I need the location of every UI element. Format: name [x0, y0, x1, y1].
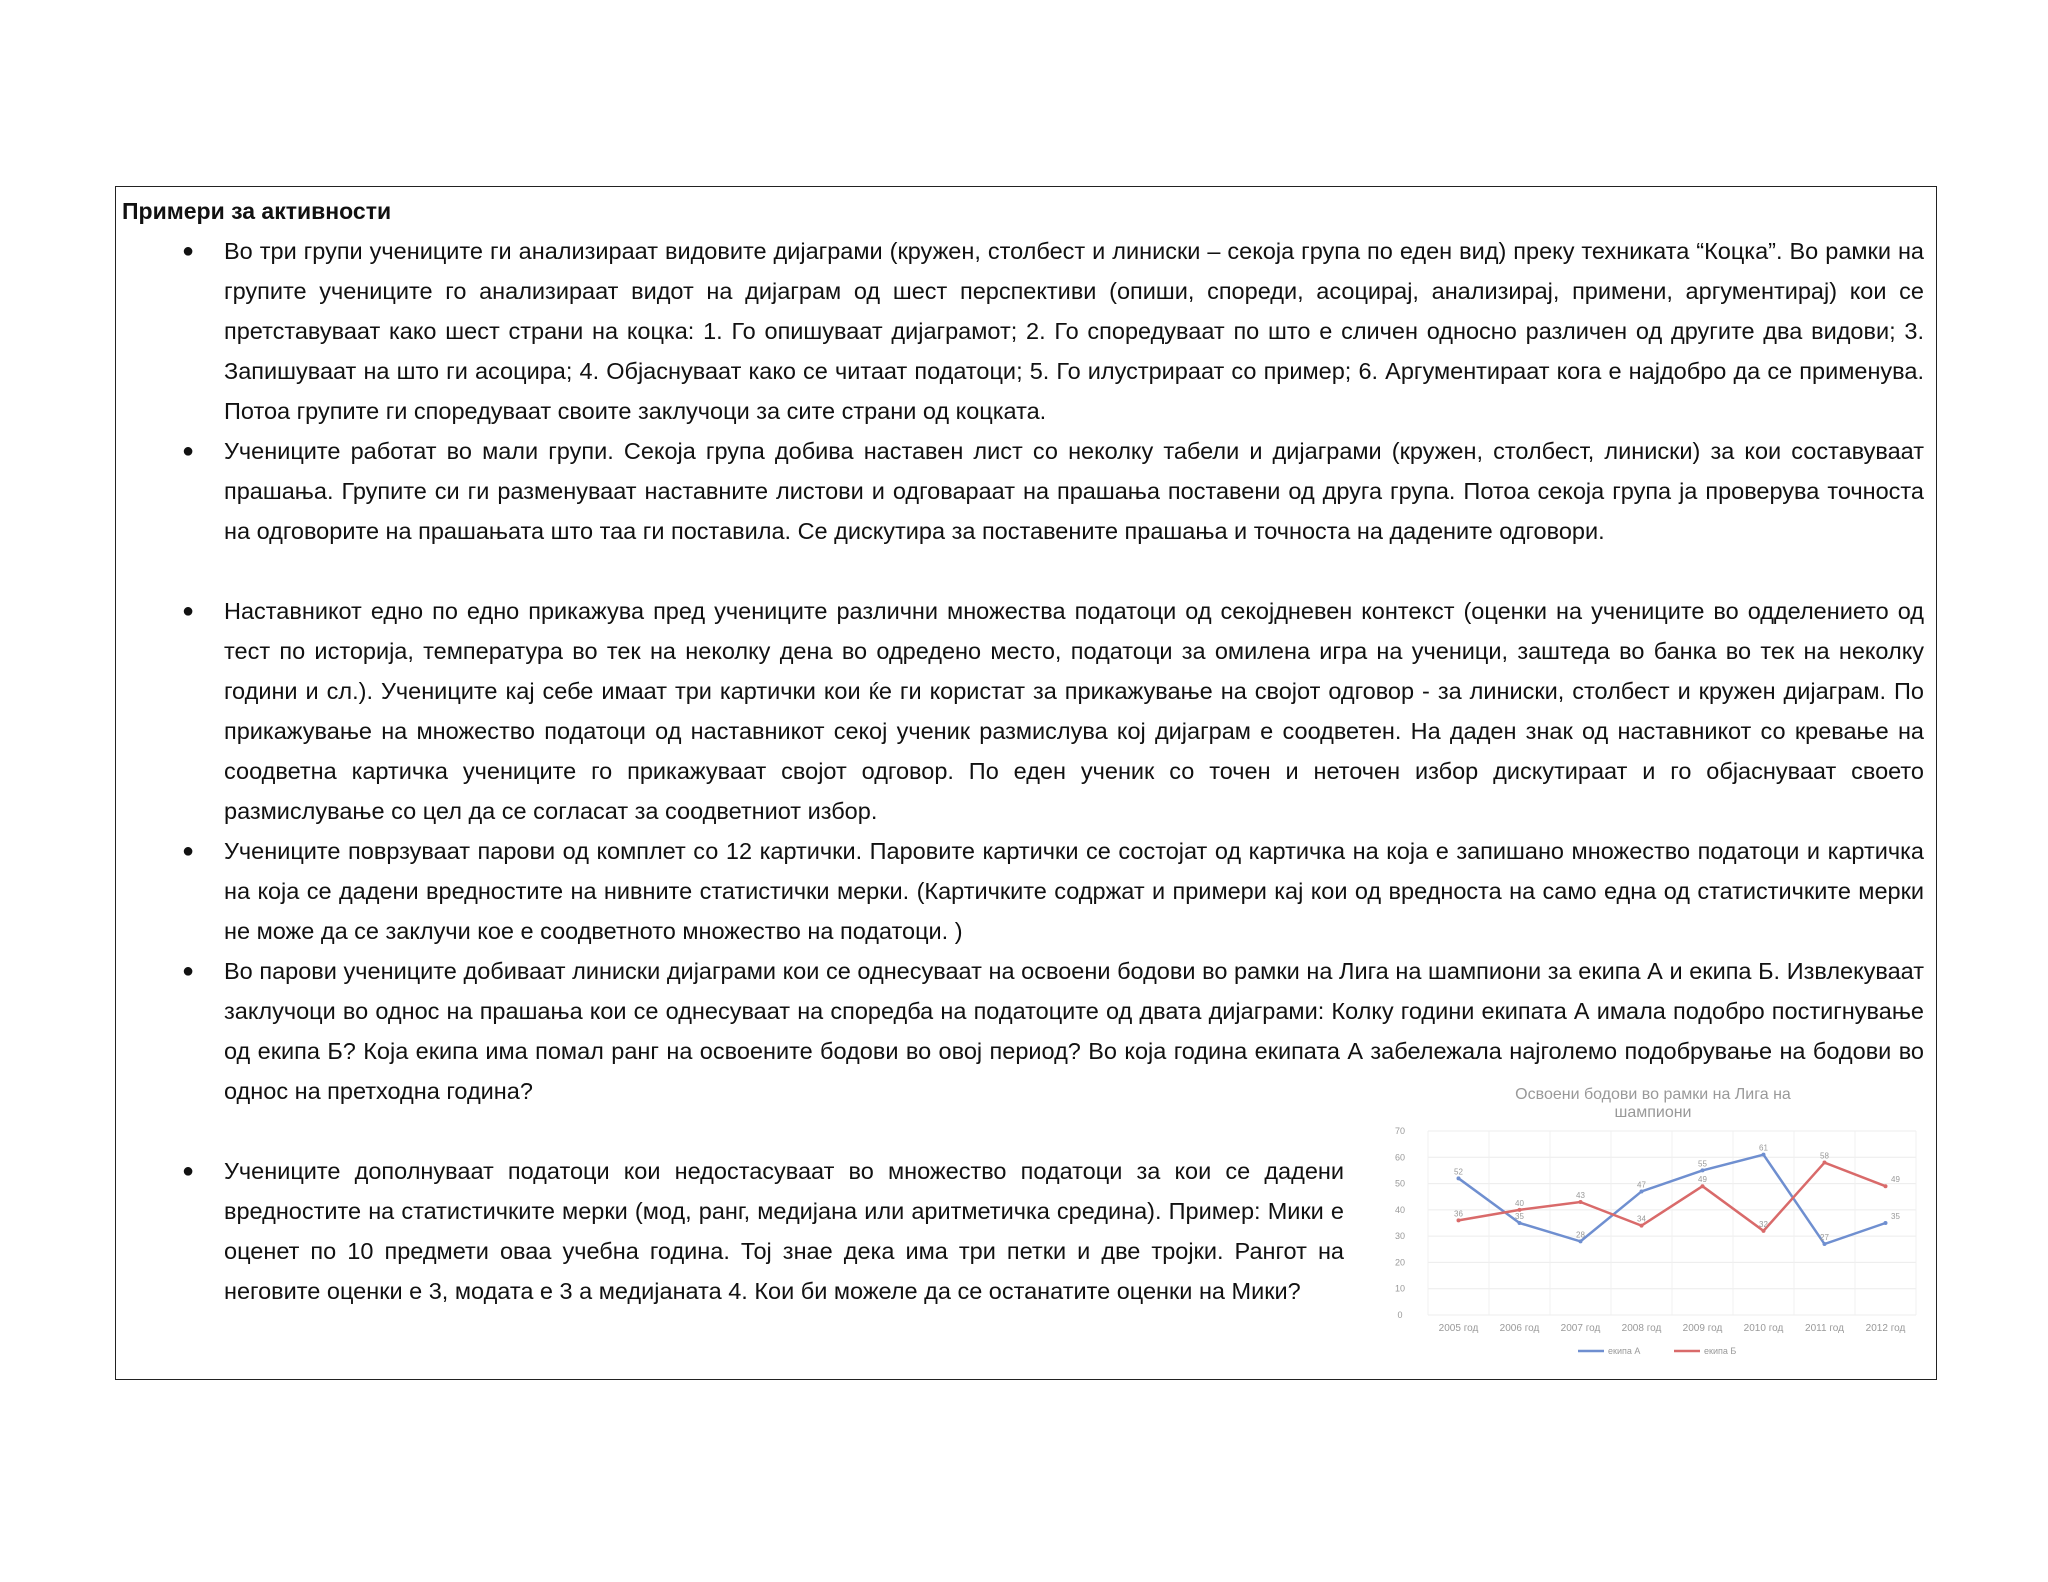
y-tick-label: 20 — [1394, 1257, 1406, 1268]
y-tick-label: 70 — [1394, 1126, 1406, 1136]
chart-title: шампиони — [1614, 1104, 1692, 1121]
activity-item-3 — [182, 591, 1924, 831]
activity-item-1 — [182, 231, 1924, 431]
activity-text: Во парови учениците добиваат линиски дијаграми кои се однесуваат на освоени бодови во рамки на Лига на шампиони за екипа А и екипа Б. Извлекуваат заклучоци во однос на прашања кои се однесуваат на споредба на податоците од двата дијаграми: Колку години екипата А имала подобро постигнување од екипа Б? Која екипа има помал ранг на освоените бодови во овој период? Во која година екипата А забележала најголемо подобрување на бодови во однос на претходна година? — [224, 958, 1924, 1104]
data-label: 34 — [1637, 1214, 1646, 1224]
data-label: 55 — [1698, 1159, 1707, 1169]
activity-item-4 — [182, 831, 1924, 951]
chart-title: Освоени бодови во рамки на Лига на — [1515, 1086, 1791, 1103]
bullet-icon: ● — [182, 840, 195, 862]
x-tick-label: 2011 год — [1805, 1323, 1844, 1334]
data-label: 49 — [1891, 1175, 1900, 1185]
data-point — [1823, 1242, 1827, 1246]
y-tick-label: 40 — [1394, 1204, 1406, 1215]
data-point — [1884, 1221, 1888, 1225]
y-tick-label: 50 — [1394, 1178, 1406, 1189]
activities-box — [115, 186, 1937, 1380]
data-point — [1701, 1168, 1705, 1172]
data-point — [1701, 1184, 1705, 1188]
activity-item-6 — [182, 1151, 1344, 1311]
bullet-icon: ● — [182, 960, 195, 982]
bullet-icon: ● — [182, 440, 195, 462]
x-tick-label: 2005 год — [1438, 1323, 1479, 1334]
y-tick-label: 60 — [1394, 1152, 1406, 1163]
bullet-icon: ● — [182, 240, 195, 262]
data-label: 36 — [1454, 1209, 1463, 1219]
y-tick-label: 10 — [1394, 1283, 1406, 1294]
x-tick-label: 2009 год — [1682, 1323, 1723, 1334]
data-point — [1640, 1189, 1644, 1193]
data-label: 43 — [1576, 1190, 1585, 1200]
data-point — [1579, 1200, 1583, 1204]
bullet-icon: ● — [182, 1160, 195, 1182]
data-label: 49 — [1698, 1175, 1707, 1185]
x-tick-label: 2006 год — [1499, 1323, 1540, 1334]
legend-label: екипа Б — [1704, 1346, 1737, 1356]
data-point — [1640, 1224, 1644, 1228]
data-label: 28 — [1576, 1230, 1585, 1240]
data-label: 27 — [1820, 1233, 1829, 1243]
x-tick-label: 2012 год — [1865, 1323, 1906, 1334]
data-label: 47 — [1637, 1180, 1646, 1190]
data-point — [1762, 1153, 1766, 1157]
x-tick-label: 2007 год — [1560, 1323, 1601, 1334]
data-point — [1457, 1218, 1461, 1222]
data-label: 40 — [1515, 1198, 1524, 1208]
data-point — [1518, 1221, 1522, 1225]
x-tick-label: 2010 год — [1743, 1323, 1784, 1334]
section-heading: Примери за активности — [122, 198, 392, 224]
activity-text: Во три групи учениците ги анализираат видовите дијаграми (кружен, столбест и линиски – секоја група по еден вид) преку техниката “Коцка”. Во рамки на групите учениците го анализираат видот на дијаграм од шест перспективи (опиши, спореди, асоцирај, анализирај, примени, аргументирај) кои се претставуваат како шест страни на коцка: 1. Го опишуваат дијаграмот; 2. Го споредуваат по што е сличен односно различен од другите два видови; 3. Запишуваат на што ги асоцира; 4. Објаснуваат како се читаат податоци; 5. Го илустрираат со пример; 6. Аргументираат кога е најдобро да се применува. Потоа групите ги споредуваат своите заклучоци за сите страни од коцката. — [224, 238, 1924, 424]
x-tick-label: 2008 год — [1621, 1323, 1662, 1334]
activity-text: Учениците поврзуваат парови од комплет со 12 картички. Паровите картички се состојат од картичка на која е запишано множество податоци и картичка на која се дадени вредностите на нивните статистички мерки. (Картичките содржат и примери кај кои од вредноста на само една од статистичките мерки не може да се заклучи кое е соодветното множество на податоци. ) — [224, 838, 1924, 944]
data-label: 61 — [1759, 1143, 1768, 1153]
bullet-icon: ● — [182, 600, 195, 622]
activity-text: Учениците работат во мали групи. Секоја група добива наставен лист со неколку табели и дијаграми (кружен, столбест, линиски) за кои составуваат прашања. Групите си ги разменуваат наставните листови и одговараат на прашања поставени од друга група. Потоа секоја група ја проверува точноста на одговорите на прашањата што таа ги поставила. Се дискутира за поставените прашања и точноста на дадените одговори. — [224, 438, 1924, 544]
activity-item-2 — [182, 431, 1924, 551]
data-label: 52 — [1454, 1167, 1463, 1177]
data-point — [1518, 1208, 1522, 1212]
y-tick-label: 30 — [1394, 1231, 1406, 1242]
data-label: 35 — [1891, 1212, 1900, 1221]
data-label: 35 — [1515, 1212, 1524, 1221]
activity-text: Наставникот едно по едно прикажува пред учениците различни множества податоци од секојдневен контекст (оценки на учениците во одделението од тест по историја, температура во тек на неколку дена во одредено место, податоци за омилена игра на ученици, заштеда во банка во тек на неколку години и сл.). Учениците кај себе имаат три картички кои ќе ги користат за прикажување на својот одговор - за линиски, столбест и кружен дијаграм. По прикажување на множество податоци од наставникот секој ученик размислува кој дијаграм е соодветен. На даден знак од наставникот со кревање на соодветна картичка учениците го прикажуваат својот одговор. По еден ученик со точен и неточен избор дискутираат и го објаснуваат своето размислување со цел да се согласат за соодветниот избор. — [224, 598, 1924, 824]
data-label: 58 — [1820, 1151, 1829, 1161]
y-tick-label: 0 — [1397, 1310, 1403, 1320]
data-point — [1823, 1161, 1827, 1165]
chart-svg — [1378, 1085, 1928, 1375]
data-point — [1884, 1184, 1888, 1188]
line-chart — [1378, 1085, 1928, 1385]
data-point — [1457, 1176, 1461, 1180]
activity-text: Учениците дополнуваат податоци кои недостасуваат во множество податоци за кои се дадени вредностите на статистичките мерки (мод, ранг, медијана или аритметичка средина). Пример: Мики е оценет по 10 предмети оваа учебна година. Тој знае дека има три петки и две тројки. Рангот на неговите оценки е 3, модата е 3 а медијаната 4. Кои би можеле да се останатите оценки на Мики? — [224, 1158, 1344, 1304]
legend-label: екипа А — [1608, 1346, 1641, 1356]
data-point — [1762, 1229, 1766, 1233]
data-point — [1579, 1239, 1583, 1243]
data-label: 32 — [1759, 1219, 1768, 1229]
